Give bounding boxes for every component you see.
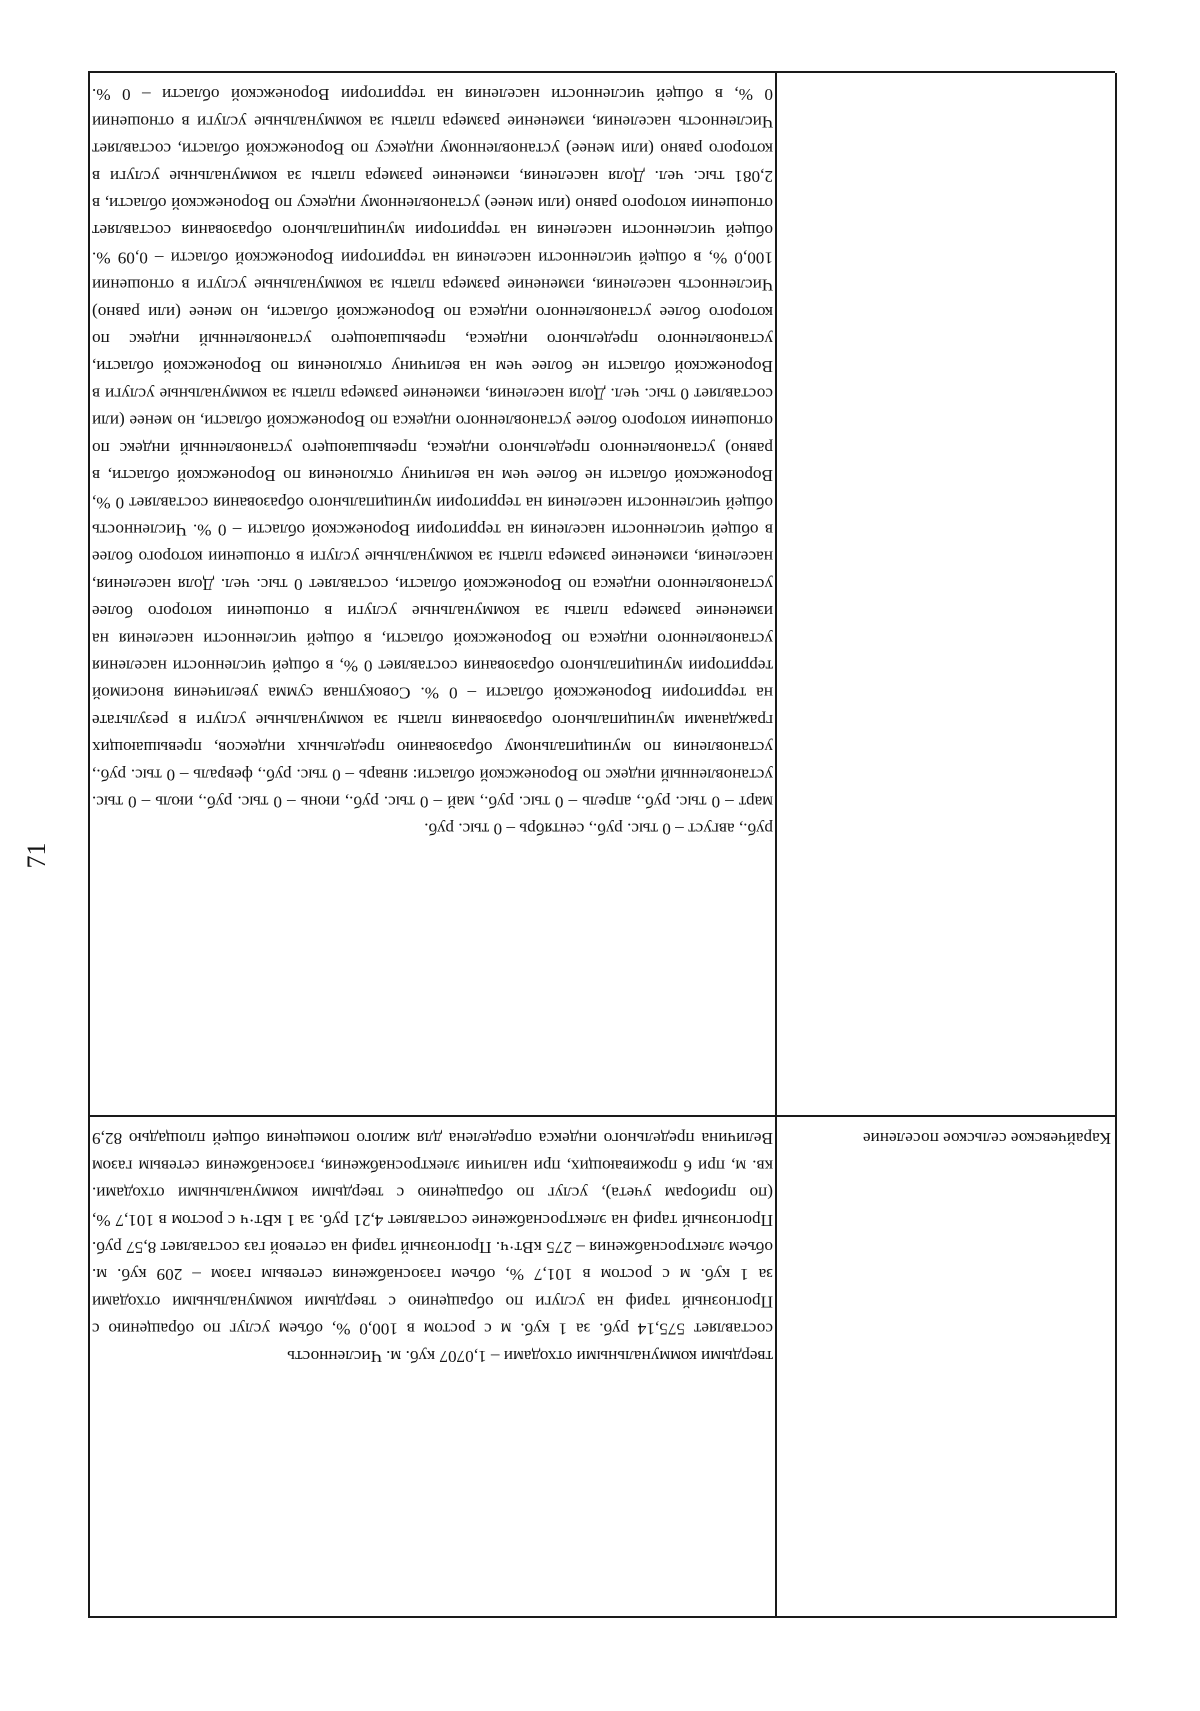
page-number: 71 xyxy=(22,842,51,869)
table-border-bottom xyxy=(1115,73,1117,1618)
row-divider xyxy=(88,1115,1115,1117)
column-divider xyxy=(775,73,777,1618)
table-border-top xyxy=(88,73,90,1618)
row-1-municipality xyxy=(781,81,1111,1109)
row-1-description: 0 %, в общей численности населения на территории Воронежской области – 0 %. Численность населения, изменение размера платы за коммунальные услуги в отношении которого равно (или менее) установленному индексу по Воронежской области, составляет 2,081 тыс. чел. Доля населения, изменение размера платы за коммунальные услуги в отношении которого равно (или менее) установленному индексу по Воронежской области, в общей численности населения на территории муниципального образования составляет 100,0 %, в общей численности населения на территории Воронежской области – 0,09 %. Численность населения, изменение размера платы за коммунальные услуги в отношении которого более установленного индекса по Воронежской области, но менее (или равно) установленного предельного индекса, превышающего установленный индекс по Воронежской области не более чем на величину отклонения по Воронежской области, составляет 0 тыс. чел. Доля населения, изменение размера платы за коммунальные услуги в отношении которого более установленного индекса по Воронежской области, но менее (или равно) установленного предельного индекса, превышающего установленный индекс по Воронежской области не более чем на величину отклонения по Воронежской области, в общей численности населения на территории муниципального образования составляет 0 %, в общей численности населения на территории Воронежской области – 0 %. Численность населения, изменение размера платы за коммунальные услуги в отношении которого более установленного индекса по Воронежской области, составляет 0 тыс. чел. Доля населения, изменение размера платы за коммунальные услуги в отношении которого более установленного индекса по Воронежской области, в общей численности населения на территории муниципального образования составляет 0 %, в общей численности населения на территории Воронежской области – 0 %. Совокупная сумма увеличения вносимой гражданами муниципального образования платы за коммунальные услуги в результате установления по муниципальному образованию предельных индексов, превышающих установленный индекс по Воронежской области: январь – 0 тыс. руб., февраль – 0 тыс. руб., март – 0 тыс. руб., апрель – 0 тыс. руб., май – 0 тыс. руб., июнь – 0 тыс. руб., июль – 0 тыс. руб., август – 0 тыс. руб., сентябрь – 0 тыс. руб. xyxy=(92,85,773,839)
row-2-description: Величина предельного индекса определена для жилого помещения общей площадью 82,9 кв. м, при 6 проживающих, при наличии электроснабжения, газоснабжения сетевым газом (по приборам учета), услуг по обращению с твердыми коммунальными отходами. Прогнозный тариф на электроснабжение составляет 4,21 руб. за 1 кВт·ч с ростом в 101,7 %, объем электроснабжения – 275 кВт·ч. Прогнозный тариф на сетевой газ составляет 8,57 руб. за 1 куб. м с ростом в 101,7 %, объем газоснабжения сетевым газом – 209 куб. м. Прогнозный тариф на услуги по обращению с твердыми коммунальными отходами составляет 575,14 руб. за 1 куб. м с ростом в 100,0 %, объем услуг по обращению с твердыми коммунальными отходами – 1,0707 куб. м. Численность xyxy=(92,1129,773,1366)
row-2-municipality: Карайчевское сельское поселение xyxy=(862,1129,1111,1149)
table-border-right xyxy=(88,71,1115,73)
table-border-left xyxy=(88,1616,1115,1618)
